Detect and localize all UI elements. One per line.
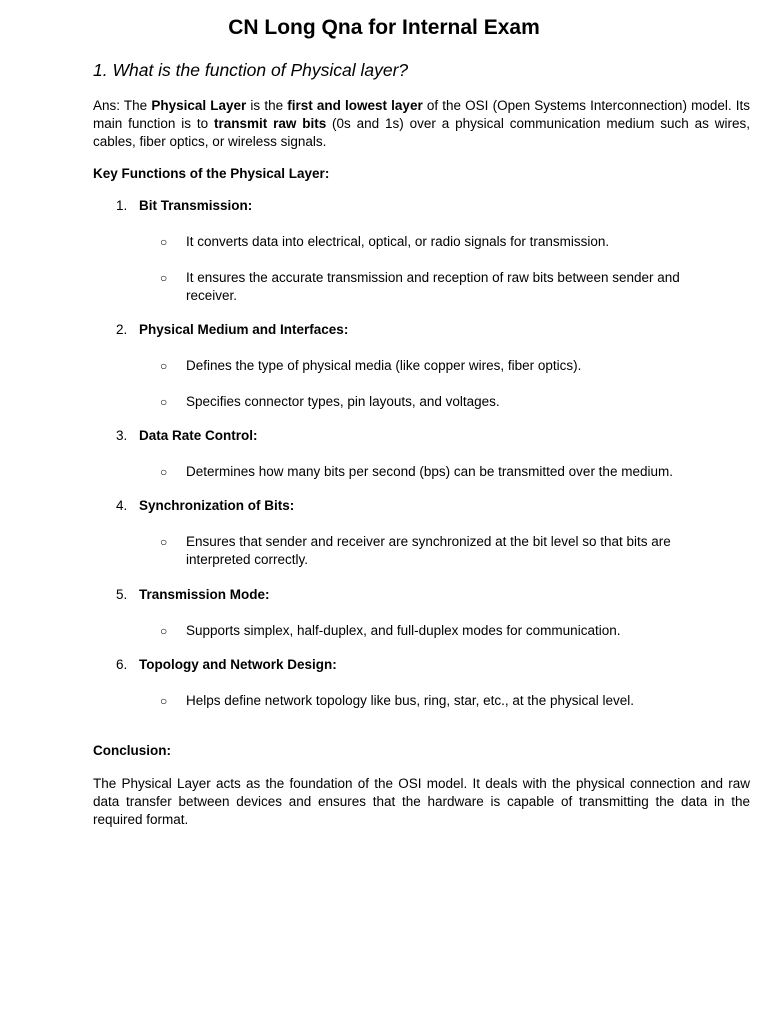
bullet-circle-icon: ○ [160,624,168,638]
bullet-item [160,692,730,710]
answer-paragraph [93,97,750,151]
list-item-bit-transmission [116,198,252,213]
list-item-topology [116,657,337,672]
bullet-text: It ensures the accurate transmission and reception of raw bits between sender and receiver. [186,270,680,303]
document-title: CN Long Qna for Internal Exam [228,16,540,39]
bullet-circle-icon: ○ [160,694,168,708]
answer-text-4: (0s and 1s) over a physical communication medium such as wires, cables, fiber optics, or wireless signals. [93,116,750,149]
answer-text-2: is the [246,98,288,113]
list-item-synchronization [116,498,294,513]
key-functions-heading: Key Functions of the Physical Layer: [93,166,330,181]
bullet-item [160,357,730,375]
list-item-physical-medium [116,322,348,337]
list-item-transmission-mode [116,587,270,602]
bullet-item [160,533,730,569]
bullet-item [160,393,730,411]
list-label: Physical Medium and Interfaces: [139,322,349,337]
list-label: Topology and Network Design: [139,657,337,672]
answer-text-1: Ans: The [93,98,152,113]
bullet-text: Supports simplex, half-duplex, and full-duplex modes for communication. [186,623,621,638]
list-number: 1. [116,198,128,213]
bullet-circle-icon: ○ [160,359,168,373]
answer-bold-2: first and lowest layer [287,98,423,113]
bullet-circle-icon: ○ [160,235,168,249]
bullet-item [160,463,730,481]
conclusion-paragraph: The Physical Layer acts as the foundation of the OSI model. It deals with the physical connection and raw data transfer between devices and ensures that the hardware is capable of transmitting the data in the required format. [93,776,750,827]
list-number: 2. [116,322,128,337]
answer-bold-1: Physical Layer [151,98,247,113]
bullet-circle-icon: ○ [160,465,168,479]
conclusion-heading: Conclusion: [93,743,171,758]
bullet-item [160,622,730,640]
bullet-item [160,233,730,251]
bullet-circle-icon: ○ [160,271,168,285]
list-label: Transmission Mode: [139,587,270,602]
bullet-text: Helps define network topology like bus, ring, star, etc., at the physical level. [186,693,634,708]
list-item-data-rate [116,428,258,443]
list-number: 6. [116,657,128,672]
bullet-text: Ensures that sender and receiver are synchronized at the bit level so that bits are interpreted correctly. [186,534,671,567]
bullet-circle-icon: ○ [160,395,168,409]
list-label: Synchronization of Bits: [139,498,295,513]
bullet-text: Determines how many bits per second (bps) can be transmitted over the medium. [186,464,673,479]
bullet-item [160,269,730,305]
list-label: Bit Transmission: [139,198,253,213]
bullet-text: Defines the type of physical media (like copper wires, fiber optics). [186,358,582,373]
bullet-text: Specifies connector types, pin layouts, and voltages. [186,394,500,409]
bullet-circle-icon: ○ [160,535,168,549]
answer-text-3: of the OSI (Open Systems Interconnection) model. Its main function is to [93,98,750,131]
bullet-text: It converts data into electrical, optical, or radio signals for transmission. [186,234,610,249]
list-number: 3. [116,428,128,443]
list-number: 5. [116,587,128,602]
list-number: 4. [116,498,128,513]
list-label: Data Rate Control: [139,428,258,443]
question-heading: 1. What is the function of Physical layer? [93,60,409,80]
answer-bold-3: transmit raw bits [213,116,327,131]
